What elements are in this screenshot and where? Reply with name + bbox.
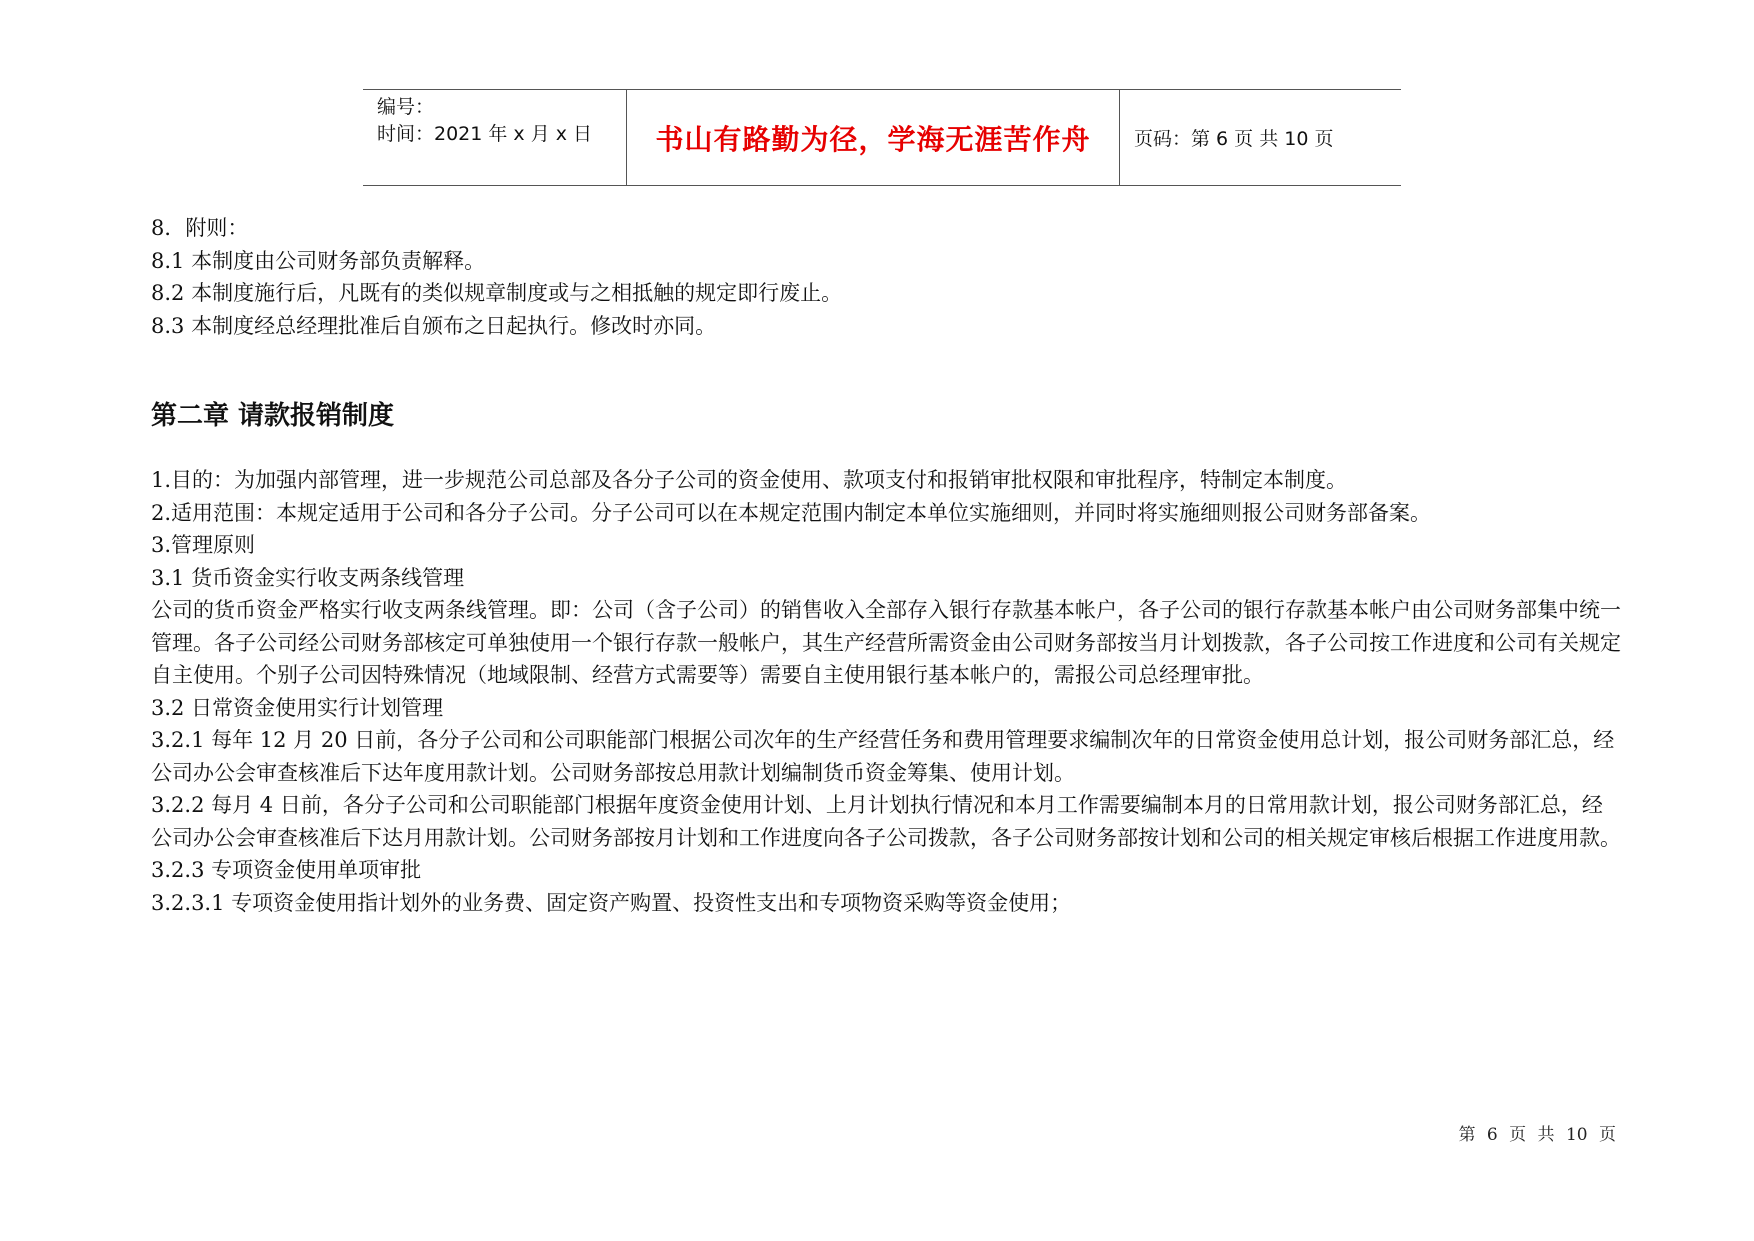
header-motto: 书山有路勤为径，学海无涯苦作舟 [627, 90, 1120, 185]
section-8-item: 8.1 本制度由公司财务部负责解释。 [151, 248, 486, 273]
chapter-2-title: 第二章 请款报销制度 [151, 401, 395, 431]
chapter-2-paragraph: 2.适用范围：本规定适用于公司和各分子公司。分子公司可以在本规定范围内制定本单位实施细则，并同时将实施细则报公司财务部备案。 [151, 500, 1432, 525]
chapter-2-paragraph: 3.2.3 专项资金使用单项审批 [151, 858, 422, 882]
page-header [363, 89, 1401, 186]
page-footer: 第 6 页 共 10 页 [1458, 1125, 1616, 1145]
header-time-label: 时间：2021 年 x 月 x 日 [377, 123, 593, 145]
header-number-label: 编号： [377, 96, 435, 118]
section-8-title: 8．附则： [151, 216, 249, 240]
chapter-2-paragraph: 3.2.2 每月 4 日前，各分子公司和公司职能部门根据年度资金使用计划、上月计划执行情况和本月工作需要编制本月的日常用款计划，报公司财务部汇总，经公司办公会审查核准后下达月用款计划。公司财务部按月计划和工作进度向各子公司拨款，各子公司财务部按计划和公司的相关规定审核后根据工作进度用款。 [151, 793, 1621, 850]
chapter-2-paragraph: 3.2.1 每年 12 月 20 日前，各分子公司和公司职能部门根据公司次年的生产经营任务和费用管理要求编制次年的日常资金使用总计划，报公司财务部汇总，经公司办公会审查核准后下达年度用款计划。公司财务部按总用款计划编制货币资金筹集、使用计划。 [151, 728, 1615, 785]
chapter-2-paragraph: 3.1 货币资金实行收支两条线管理 [151, 565, 465, 590]
chapter-2-paragraph: 公司的货币资金严格实行收支两条线管理。即：公司（含子公司）的销售收入全部存入银行存款基本帐户，各子公司的银行存款基本帐户由公司财务部集中统一管理。各子公司经公司财务部核定可单独使用一个银行存款一般帐户，其生产经营所需资金由公司财务部按当月计划拨款，各子公司按工作进度和公司有关规定自主使用。个别子公司因特殊情况（地域限制、经营方式需要等）需要自主使用银行基本帐户的，需报公司总经理审批。 [151, 598, 1621, 687]
document-body [151, 212, 1621, 919]
chapter-2-paragraph: 3.2 日常资金使用实行计划管理 [151, 695, 444, 720]
section-8-item: 8.3 本制度经总经理批准后自颁布之日起执行。修改时亦同。 [151, 313, 717, 338]
chapter-2-paragraph: 3.管理原则 [151, 533, 256, 557]
chapter-2-paragraph: 1.目的：为加强内部管理，进一步规范公司总部及各分子公司的资金使用、款项支付和报销审批权限和审批程序，特制定本制度。 [151, 468, 1348, 492]
header-meta-cell [363, 90, 627, 185]
chapter-2-paragraph: 3.2.3.1 专项资金使用指计划外的业务费、固定资产购置、投资性支出和专项物资采购等资金使用； [151, 890, 1072, 915]
header-page-info: 页码：第 6 页 共 10 页 [1134, 128, 1334, 150]
section-8-item: 8.2 本制度施行后，凡既有的类似规章制度或与之相抵触的规定即行废止。 [151, 281, 843, 305]
